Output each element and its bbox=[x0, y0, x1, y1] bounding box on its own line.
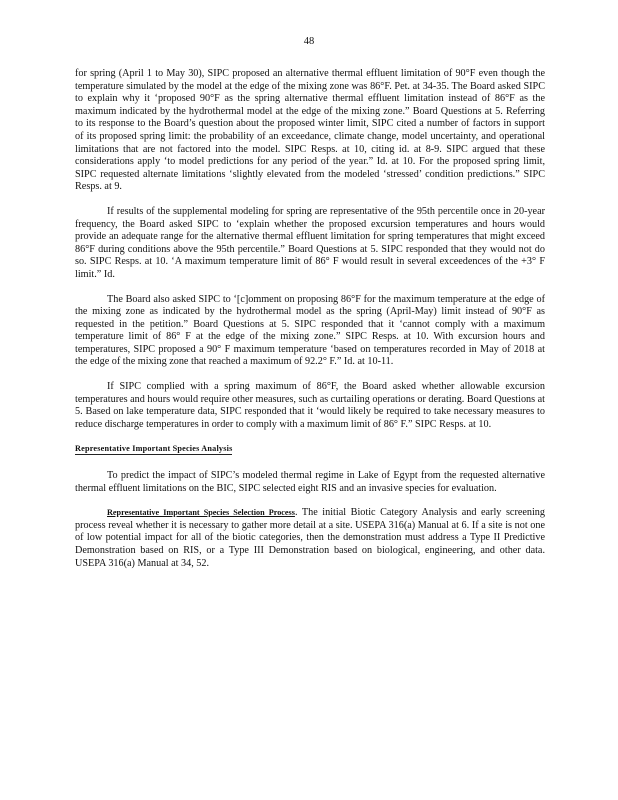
body-paragraph: If SIPC complied with a spring maximum of 86°F, the Board asked whether allowable excursion temperatures and hours would require other measures, such as curtailing operations or derating. Board Questions at 5. Based on lake temperature data, SIPC responded that it ‘would likely be required to take necessary measures to reduce discharge temperatures in order to comply with a maximum limit of 86° F.” SIPC Resps. at 10. bbox=[75, 381, 545, 430]
subsection-paragraph bbox=[75, 507, 545, 570]
body-paragraph: The Board also asked SIPC to ‘[c]omment on proposing 86°F for the maximum temperature at the edge of the mixing zone as indicated by the hydrothermal model as the spring (April-May) limit instead of 90°F as requested in the petition.” Board Questions at 5. SIPC responded that it ‘cannot comply with a maximum temperature limit of 86° F at the edge of the mixing zone.” SIPC Resps. at 10. With excursion hours and temperatures, SIPC proposed a 90° F maximum temperature ‘based on temperatures recorded in May of 2018 at the edge of the mixing zone that reached a maximum of 92.2° F.” Id. at 10-11. bbox=[75, 293, 545, 368]
subsection-text: . The initial Biotic Category Analysis and early screening process reveal whether it is necessary to gather more detail at a site. USEPA 316(a) Manual at 6. If a site is not one of low potential impact for all of the biotic categories, then the demonstration must address a Type II Predictive Demonstration based on RIS, or a Type III Demonstration based on biological, engineering, and other data. USEPA 316(a) Manual at 34, 52. bbox=[75, 507, 545, 569]
body-paragraph: If results of the supplemental modeling for spring are representative of the 95th percentile once in 20-year frequency, the Board asked SIPC to ‘explain whether the proposed excursion temperatures and hours would provide an adequate range for the alternative thermal effluent limitation for spring temperatures that might exceed 86°F during conditions above the 95th percentile.” Board Questions at 5. SIPC responded that they would not do so. SIPC Resps. at 10. ‘A maximum temperature limit of 86° F would result in several exceedences of the +3° F limit.” Id. bbox=[75, 205, 545, 280]
page-number: 48 bbox=[303, 36, 315, 47]
body-paragraph: for spring (April 1 to May 30), SIPC proposed an alternative thermal effluent limitation of 90°F even though the temperature simulated by the model at the edge of the mixing zone was 86°F. Pet. at 34-35. The Board asked SIPC to explain why it ‘proposed 90°F as the spring alternative thermal effluent limitation instead of 86°F as the maximum indicated by the hydrothermal model at the edge of the mixing zone.” Board Questions at 5. Referring to its response to the Board’s question about the proposed winter limit, SIPC cited a number of factors in support of its proposed spring limit: the probability of an exceedance, climate change, model uncertainty, and operational limitations that are not factored into the model. SIPC Resps. at 10, citing id. at 8-9. SIPC argued that these considerations apply ‘to model predictions for any period of the year.” Id. at 10. For the proposed spring limit, SIPC requested alternate limitations ‘slightly elevated from the modeled ‘stressed’ condition predictions.” SIPC Resps. at 9. bbox=[75, 68, 545, 193]
section-heading-text: Representative Important Species Analysis bbox=[75, 444, 233, 454]
section-heading bbox=[75, 443, 545, 456]
subsection-heading: Representative Important Species Selection Process bbox=[107, 508, 295, 518]
section-paragraph: To predict the impact of SIPC’s modeled thermal regime in Lake of Egypt from the requested alternative thermal effluent limitations on the BIC, SIPC selected eight RIS and an invasive species for evaluation. bbox=[75, 470, 545, 494]
document-body bbox=[75, 68, 545, 582]
